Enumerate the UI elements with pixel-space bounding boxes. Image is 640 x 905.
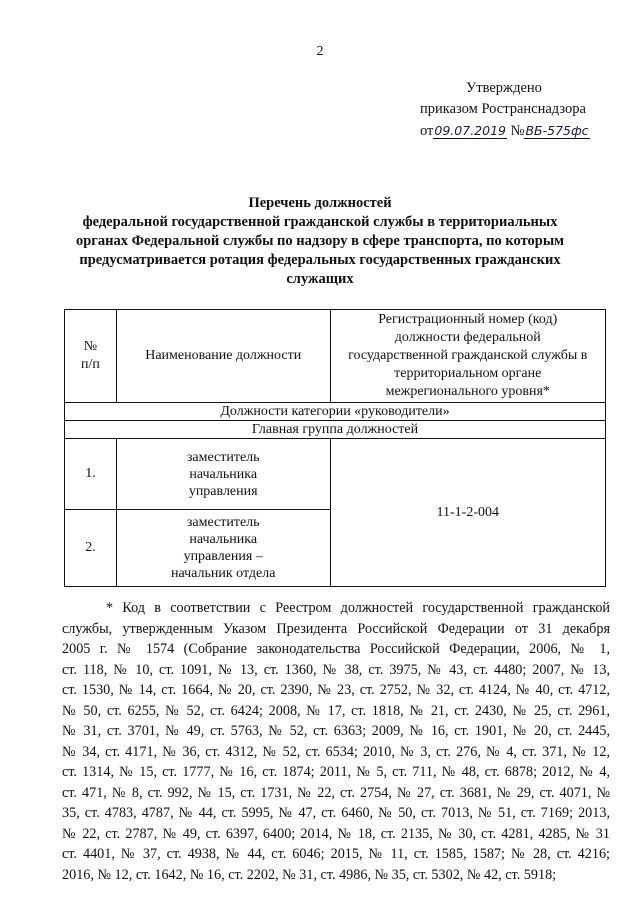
header-name: Наименование должности (116, 310, 330, 403)
row-number: 1. (65, 439, 117, 510)
approval-heading: Утверждено (466, 80, 542, 96)
footnote-line: * Код в соответствии с Реестром должностей государственной гражданской (106, 600, 610, 616)
approval-date: 09.07.2019 (434, 123, 506, 138)
footnote-line: ст. 1314, № 15, ст. 1777, № 16, ст. 1874; 2011, № 5, ст. 711, № 48, ст. 6878; 2012, № 4, (62, 764, 610, 780)
approval-block (420, 78, 590, 142)
footnote-line: № 22, ст. 2787, № 49, ст. 6397, 6400; 2014, № 18, ст. 2135, № 30, ст. 4281, 4285, № 31 (62, 825, 610, 842)
approval-date-line (420, 120, 590, 142)
header-num: № п/п (65, 310, 117, 403)
approval-order-line: приказом Ространснадзора (420, 101, 586, 117)
page-number: 2 (316, 44, 324, 59)
footnote-line: службы, утвержденным Указом Президента Российской Федерации от 31 декабря (62, 620, 610, 637)
category-label: Должности категории «руководители» (65, 403, 606, 421)
title-line: служащих (286, 271, 354, 287)
table-header-row (65, 310, 606, 403)
approval-number-label: № (510, 123, 525, 139)
footnote-line: № 31, ст. 3701, № 49, ст. 5763, № 52, ст. 6363; 2009, № 16, ст. 1901, № 20, ст. 2445, (62, 723, 610, 739)
footnote-line: 2016, № 12, ст. 1642, № 16, ст. 2202, № 31, ст. 4986, № 35, ст. 5302, № 42, ст. 5918; (62, 866, 557, 883)
category-row (65, 403, 606, 421)
table-row (65, 439, 606, 510)
title-line: предусматривается ротация федеральных государственных гражданских (79, 252, 561, 268)
row-number: 2. (65, 510, 117, 587)
footnote-line: ст. 471, № 8, ст. 992, № 15, ст. 1731, № 22, ст. 2754, № 27, ст. 3681, № 29, ст. 4071, № (62, 784, 610, 801)
footnote-line: 35, ст. 4783, 4787, № 44, ст. 5995, № 47, ст. 6460, № 50, ст. 7013, № 51, ст. 7169; 2013, (62, 805, 610, 821)
approval-number: ВБ-575фс (525, 123, 589, 138)
footnote-line: № 34, ст. 4171, № 36, ст. 4312, № 52, ст. 6534; 2010, № 3, ст. 276, № 4, ст. 371, № 12, (62, 743, 610, 760)
footnote-line: ст. 118, № 10, ст. 1091, № 13, ст. 1360, № 38, ст. 3975, № 43, ст. 4480; 2007, № 13, (62, 661, 610, 678)
footnote-line: № 50, ст. 6255, № 52, ст. 6424; 2008, № 17, ст. 1818, № 21, ст. 2430, № 25, ст. 2961, (62, 702, 610, 719)
approval-from-label: от (420, 123, 434, 139)
document-title (60, 194, 580, 289)
footnote-line: ст. 4401, № 37, ст. 4938, № 44, ст. 6046; 2015, № 11, ст. 1585, 1587; № 28, ст. 4216; (62, 846, 610, 862)
registration-code: 11-1-2-004 (330, 439, 606, 587)
positions-table (64, 309, 606, 587)
group-label: Главная группа должностей (65, 421, 606, 439)
group-row (65, 421, 606, 439)
header-reg-code: Регистрационный номер (код) должности федеральной государственной гражданской службы в территориальном органе межрегионального уровня* (330, 310, 606, 403)
footnote (62, 598, 610, 885)
position-name: заместитель начальника управления (116, 439, 330, 510)
position-name: заместитель начальника управления – начальник отдела (116, 510, 330, 587)
title-line: органах Федеральной службы по надзору в сфере транспорта, по которым (75, 233, 565, 249)
title-line: Перечень должностей (248, 195, 392, 211)
footnote-line: 2005 г. № 1574 (Собрание законодательства Российской Федерации, 2006, № 1, (62, 641, 610, 657)
footnote-line: ст. 1530, № 14, ст. 1664, № 20, ст. 2390, № 23, ст. 2752, № 32, ст. 4124, № 40, ст. 4712, (62, 682, 610, 698)
title-line: федеральной государственной гражданской службы в территориальных (82, 214, 558, 230)
